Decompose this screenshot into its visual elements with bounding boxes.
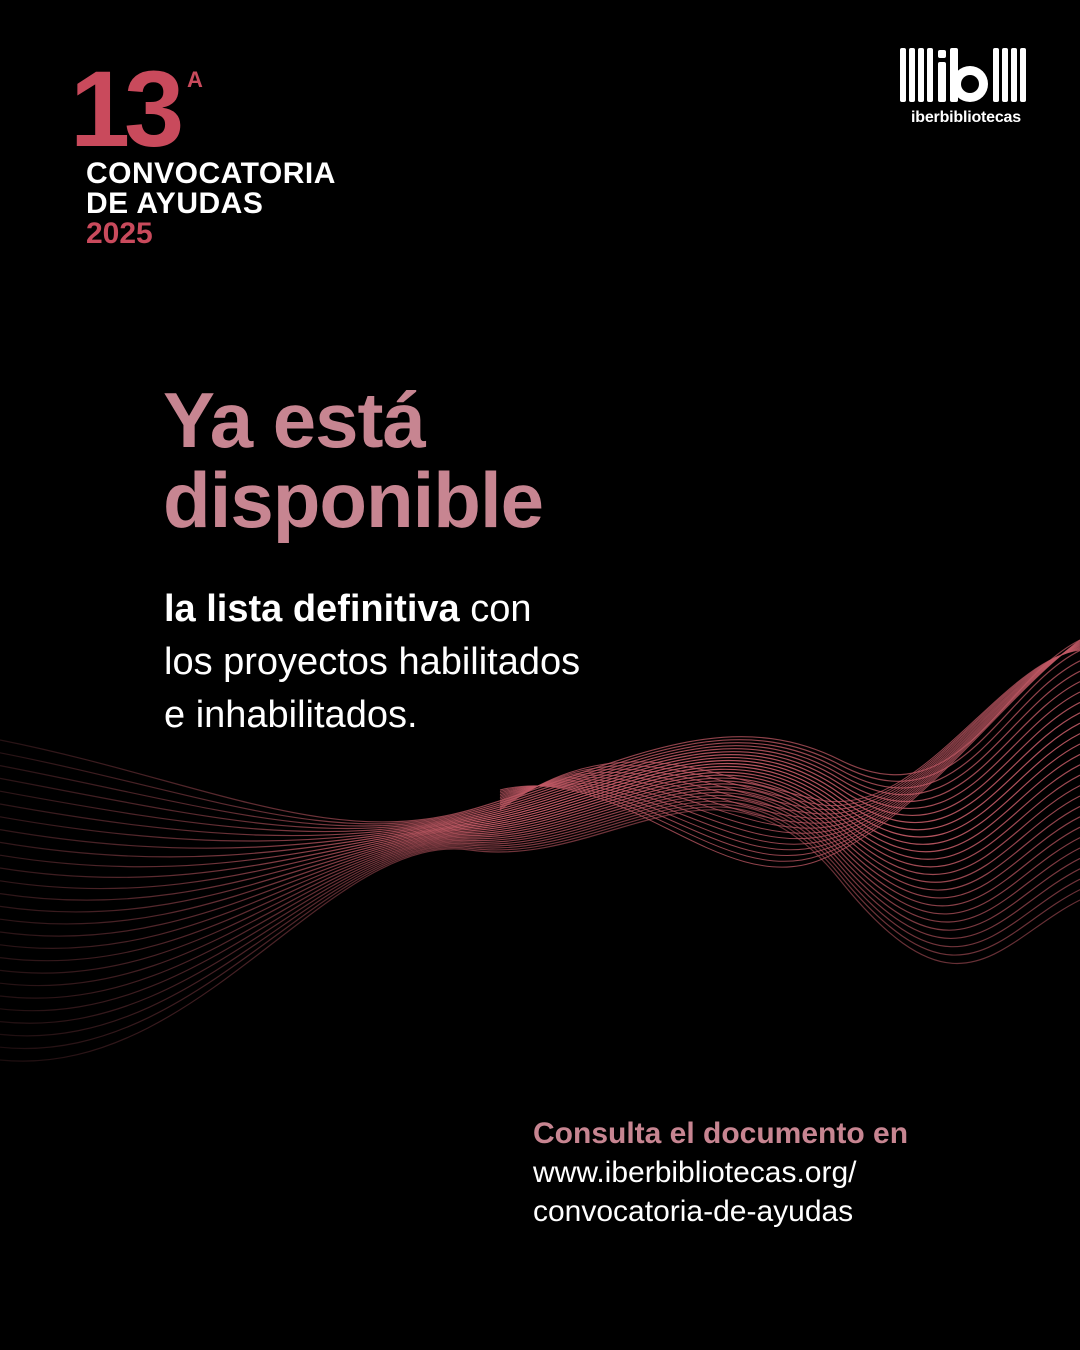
- convocatoria-title-line1: CONVOCATORIA: [86, 157, 336, 190]
- headline: [163, 376, 543, 544]
- cta-url-line2[interactable]: convocatoria-de-ayudas: [533, 1195, 854, 1228]
- convocatoria-year: 2025: [86, 217, 153, 250]
- iberbibliotecas-logo-icon: [898, 46, 1034, 104]
- wave-line: [0, 801, 1080, 1023]
- cta-label: Consulta el documento en: [533, 1117, 909, 1150]
- body-text: [164, 583, 580, 742]
- logo-caption: iberbibliotecas: [911, 109, 1021, 126]
- edition-superscript: A: [187, 67, 203, 92]
- wave-line: [0, 795, 1080, 998]
- wave-line: [0, 787, 1080, 961]
- body-line1: [164, 583, 580, 636]
- edition-number: 13: [70, 48, 179, 169]
- body-line2: los proyectos habilitados: [164, 641, 581, 683]
- wave-line: [0, 744, 1080, 877]
- iberbibliotecas-logo: [898, 46, 1034, 130]
- wave-line: [500, 641, 1080, 862]
- body-line3: e inhabilitados.: [164, 694, 418, 736]
- body-bold-part: la lista definitiva: [164, 588, 460, 630]
- headline-line1: Ya está: [163, 376, 425, 464]
- wave-line: [500, 644, 1080, 839]
- headline-line2: disponible: [163, 456, 543, 544]
- body-line1-rest: con: [459, 588, 532, 630]
- convocatoria-title-line2: DE AYUDAS: [86, 187, 264, 220]
- cta-block: [533, 1114, 908, 1231]
- cta-url-line1[interactable]: www.iberbibliotecas.org/: [533, 1156, 857, 1189]
